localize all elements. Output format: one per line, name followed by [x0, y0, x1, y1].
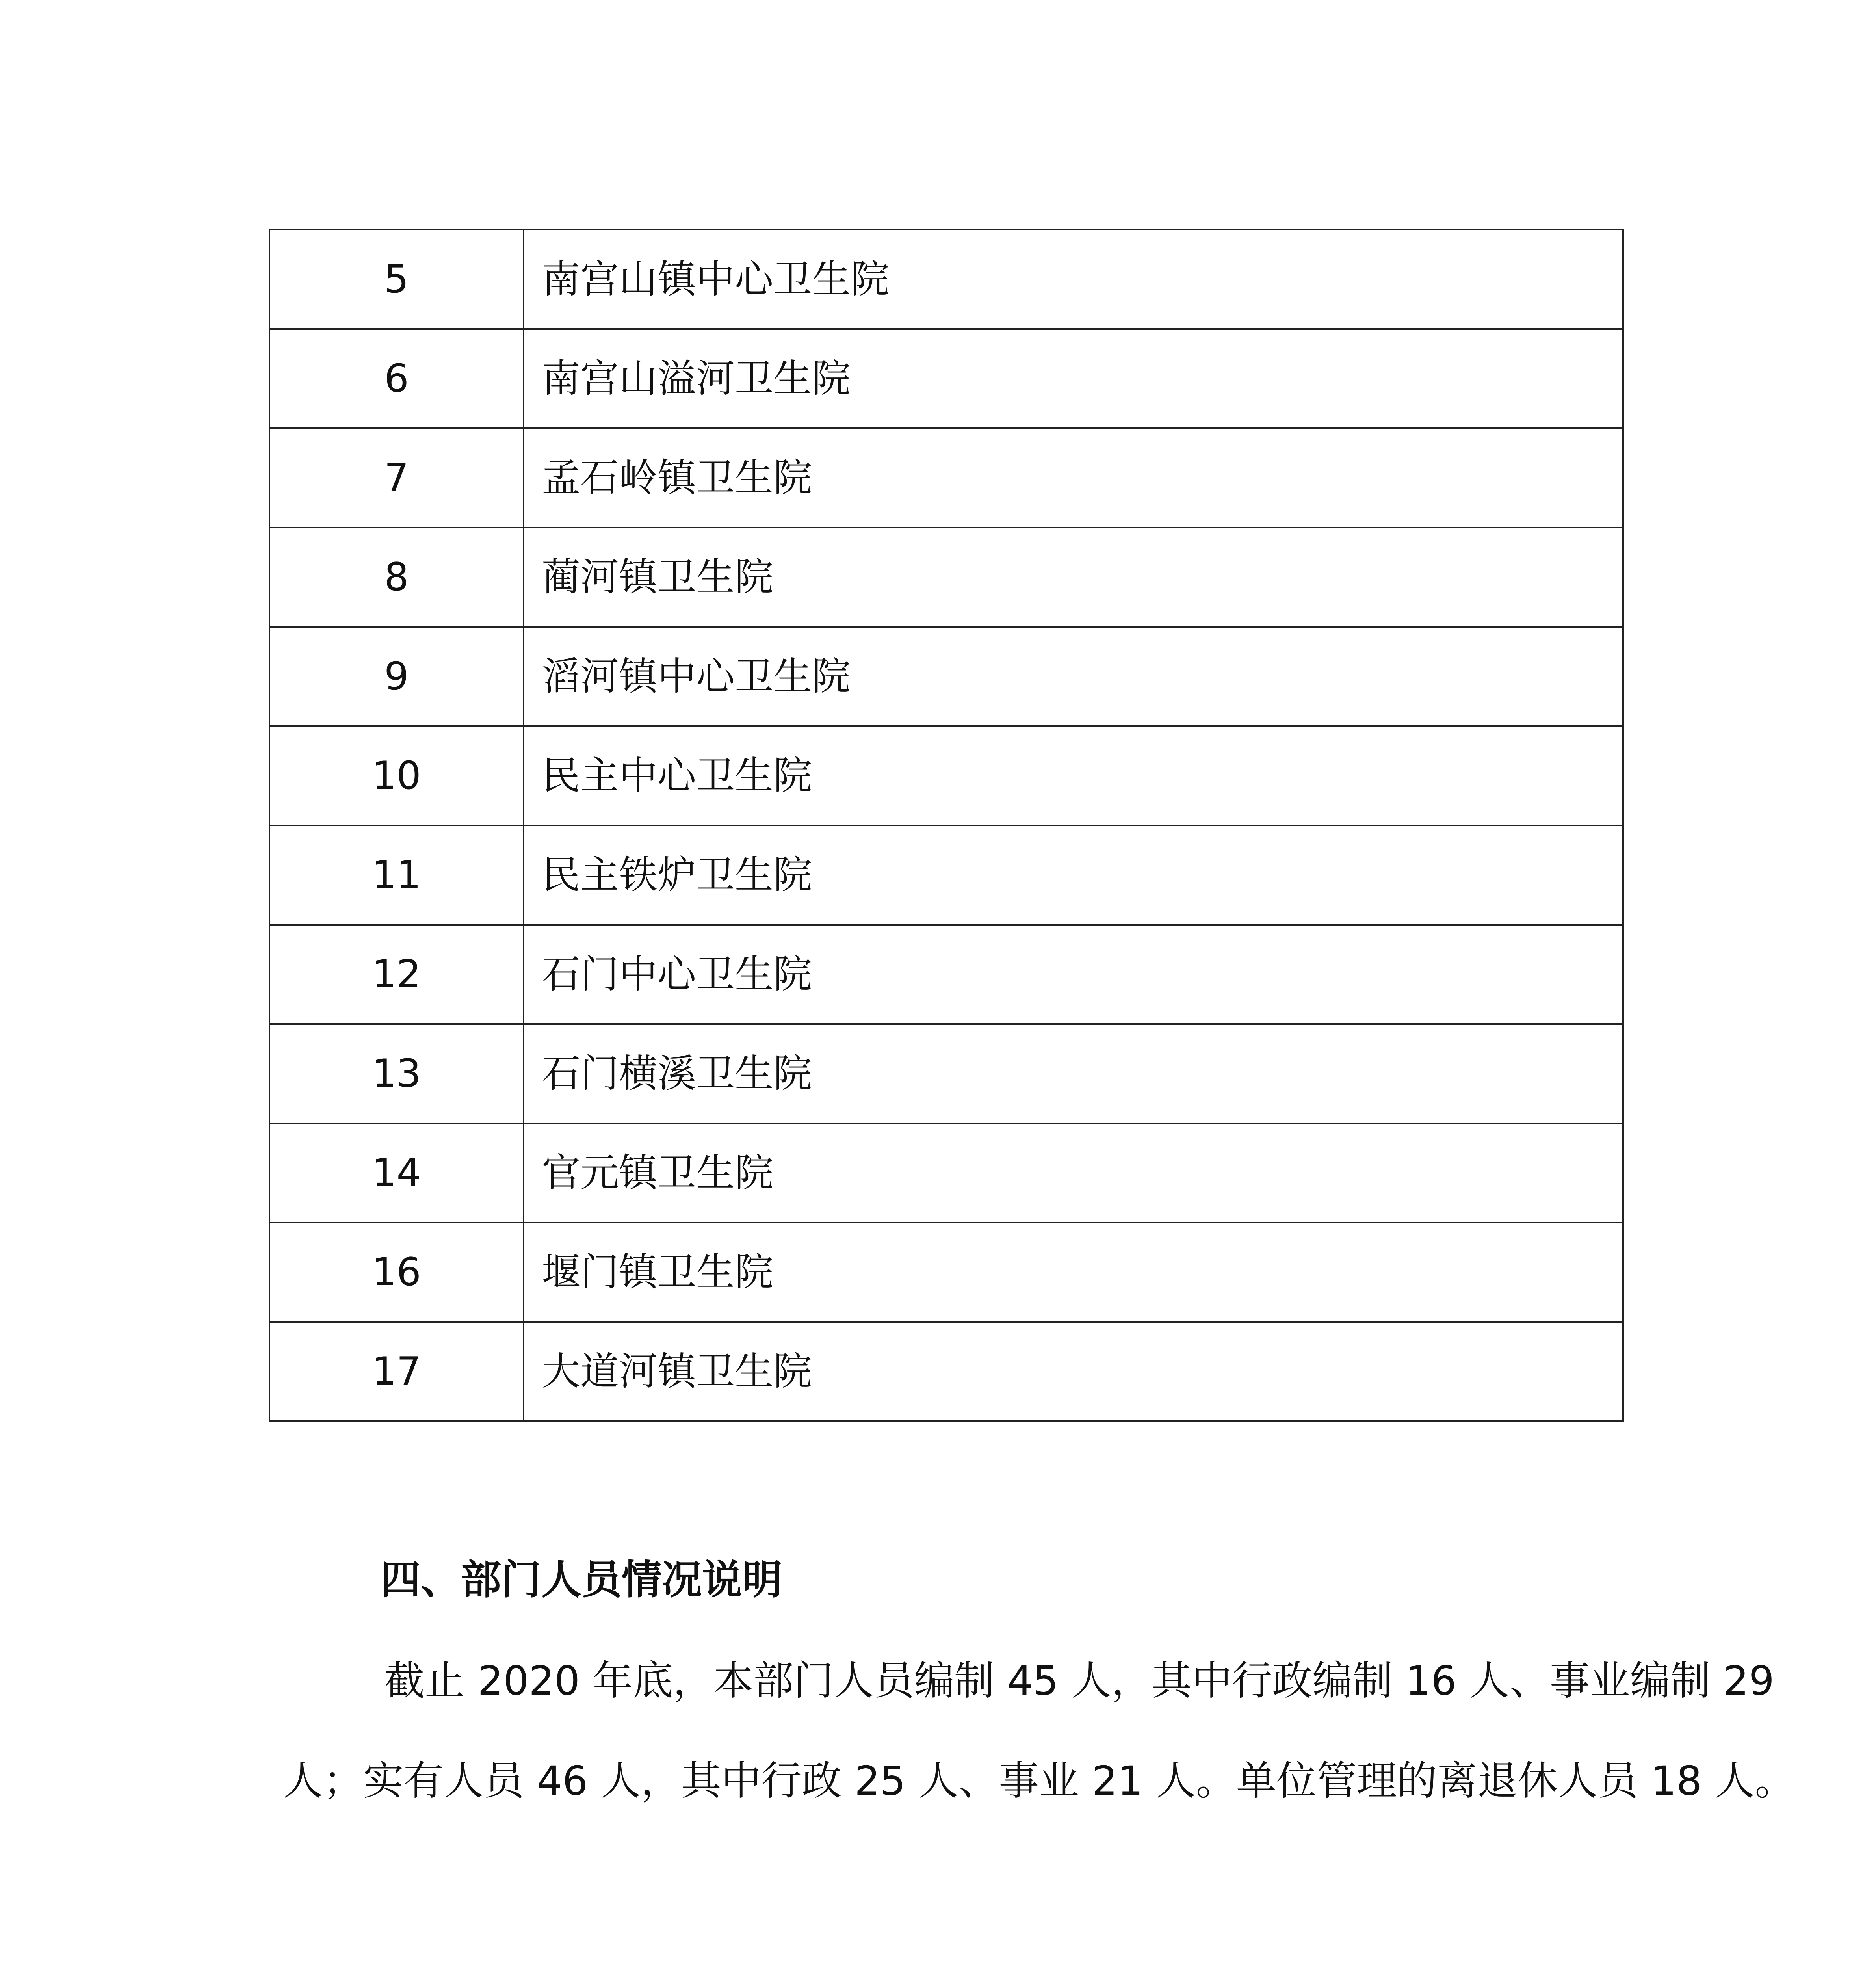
unit-name: 官元镇卫生院 — [524, 1123, 1623, 1223]
table-row — [269, 825, 1623, 925]
row-number: 13 — [269, 1024, 524, 1123]
unit-name: 大道河镇卫生院 — [524, 1322, 1623, 1421]
table-row — [269, 528, 1623, 627]
unit-name: 石门横溪卫生院 — [524, 1024, 1623, 1123]
table-row — [269, 925, 1623, 1024]
paragraph-line: 人；实有人员 46 人，其中行政 25 人、事业 21 人。单位管理的离退休人员 18 人。 — [283, 1758, 1795, 1805]
unit-name: 滔河镇中心卫生院 — [524, 627, 1623, 726]
unit-name: 民主铁炉卫生院 — [524, 825, 1623, 925]
row-number: 6 — [269, 329, 524, 428]
paragraph-line: 截止 2020 年底，本部门人员编制 45 人，其中行政编制 16 人、事业编制 29 — [384, 1658, 1774, 1704]
table-row — [269, 1024, 1623, 1123]
table-row — [269, 726, 1623, 825]
row-number: 10 — [269, 726, 524, 825]
row-number: 11 — [269, 825, 524, 925]
row-number: 8 — [269, 528, 524, 627]
unit-name: 南宫山镇中心卫生院 — [524, 230, 1623, 329]
unit-name: 石门中心卫生院 — [524, 925, 1623, 1024]
unit-name: 孟石岭镇卫生院 — [524, 428, 1623, 528]
staffing-paragraph — [283, 1631, 1795, 1831]
row-number: 17 — [269, 1322, 524, 1421]
row-number: 16 — [269, 1223, 524, 1322]
table-row — [269, 1123, 1623, 1223]
unit-name: 民主中心卫生院 — [524, 726, 1623, 825]
unit-name: 南宫山溢河卫生院 — [524, 329, 1623, 428]
row-number: 7 — [269, 428, 524, 528]
row-number: 14 — [269, 1123, 524, 1223]
section-heading: 四、部门人员情况说明 — [381, 1557, 782, 1604]
table-row — [269, 627, 1623, 726]
row-number: 5 — [269, 230, 524, 329]
hospital-list-table — [269, 229, 1624, 1422]
table-row — [269, 329, 1623, 428]
row-number: 9 — [269, 627, 524, 726]
table-row — [269, 1223, 1623, 1322]
unit-name: 蔺河镇卫生院 — [524, 528, 1623, 627]
table-row — [269, 230, 1623, 329]
table-row — [269, 428, 1623, 528]
row-number: 12 — [269, 925, 524, 1024]
table-row — [269, 1322, 1623, 1421]
unit-name: 堰门镇卫生院 — [524, 1223, 1623, 1322]
